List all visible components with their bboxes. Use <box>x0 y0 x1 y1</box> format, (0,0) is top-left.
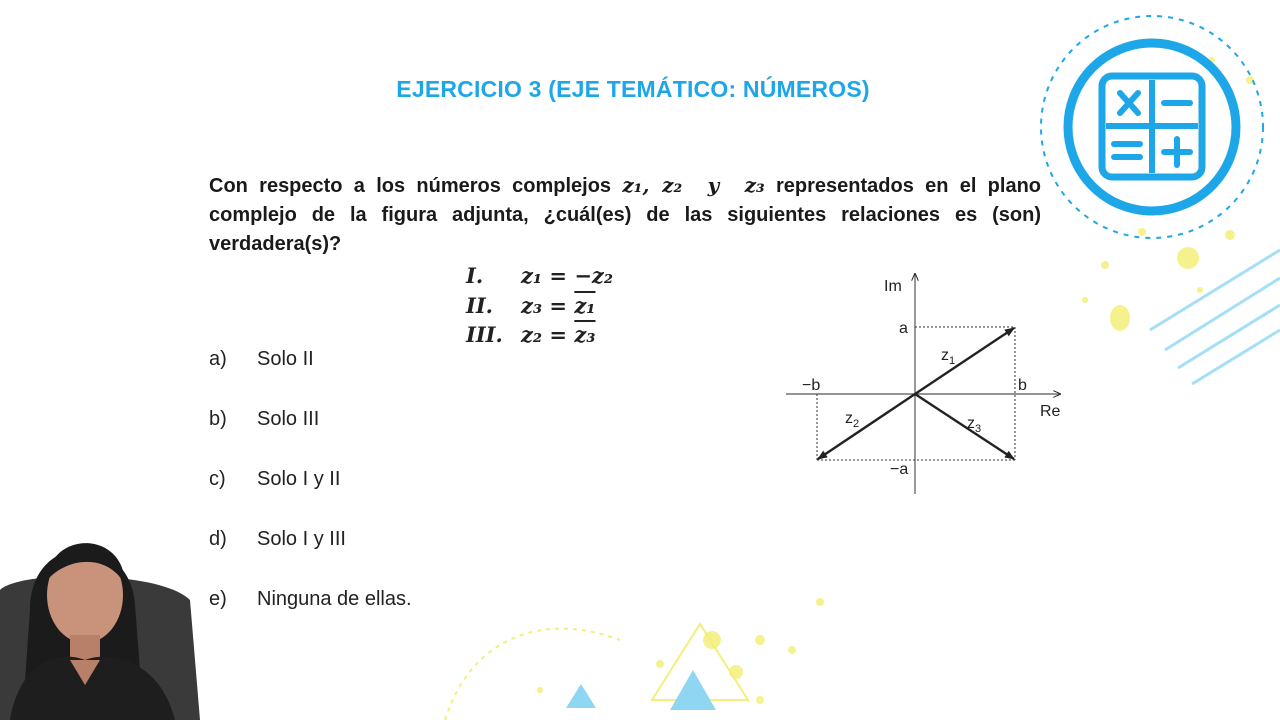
z3-label: $z_3$ <box>967 415 982 435</box>
option-letter: d) <box>209 528 227 550</box>
relation-row <box>466 320 613 350</box>
option-text: Solo I y III <box>257 528 346 550</box>
relation-conjugate: z₁ <box>574 292 596 318</box>
z2-vector <box>818 394 915 459</box>
axis-re-label: Re <box>1040 403 1061 420</box>
relations-list <box>466 261 613 350</box>
option-letter: b) <box>209 408 227 430</box>
option-letter: e) <box>209 588 227 610</box>
z2-label: $z_2$ <box>845 410 860 430</box>
option-letter: a) <box>209 348 227 370</box>
relation-expression: z₃ = <box>521 292 575 318</box>
relation-row <box>466 291 613 321</box>
label-b: b <box>1018 377 1027 394</box>
complex-plane-diagram <box>770 262 1080 502</box>
question-text-after: representados en el plano complejo de la figura adjunta, ¿cuál(es) de las siguientes relaciones es (son) verdadera(s)? <box>209 175 1042 255</box>
relation-conjugate: z₃ <box>574 322 596 347</box>
relation-expression: z₂ = <box>521 322 575 347</box>
exercise-title: EJERCICIO 3 (EJE TEMÁTICO: NÚMEROS) <box>396 76 870 102</box>
question-text <box>209 171 1041 259</box>
question-text-before: Con respecto a los números complejos <box>209 175 623 197</box>
axis-im-label: Im <box>884 278 902 295</box>
z1-label: $z_1$ <box>941 347 956 367</box>
label-a: a <box>899 320 908 337</box>
option-text: Solo II <box>257 348 314 370</box>
option-letter: c) <box>209 468 226 490</box>
presenter-video <box>0 510 240 720</box>
question-math-vars: z₁, z₂ y z₃ <box>622 173 765 197</box>
relation-expression: z₁ = −z₂ <box>521 263 614 288</box>
option-text: Solo I y II <box>257 468 341 490</box>
option-b[interactable] <box>209 408 412 468</box>
option-text: Ninguna de ellas. <box>257 588 412 610</box>
option-text: Solo III <box>257 408 320 430</box>
z3-vector <box>915 394 1014 459</box>
relation-number: III. <box>466 322 503 347</box>
relation-number: II. <box>466 292 493 318</box>
relation-row <box>466 261 613 291</box>
label-neg-b: −b <box>802 377 821 394</box>
z1-vector <box>915 328 1014 394</box>
option-a[interactable] <box>209 348 412 408</box>
relation-number: I. <box>466 263 484 288</box>
label-neg-a: −a <box>890 461 909 478</box>
